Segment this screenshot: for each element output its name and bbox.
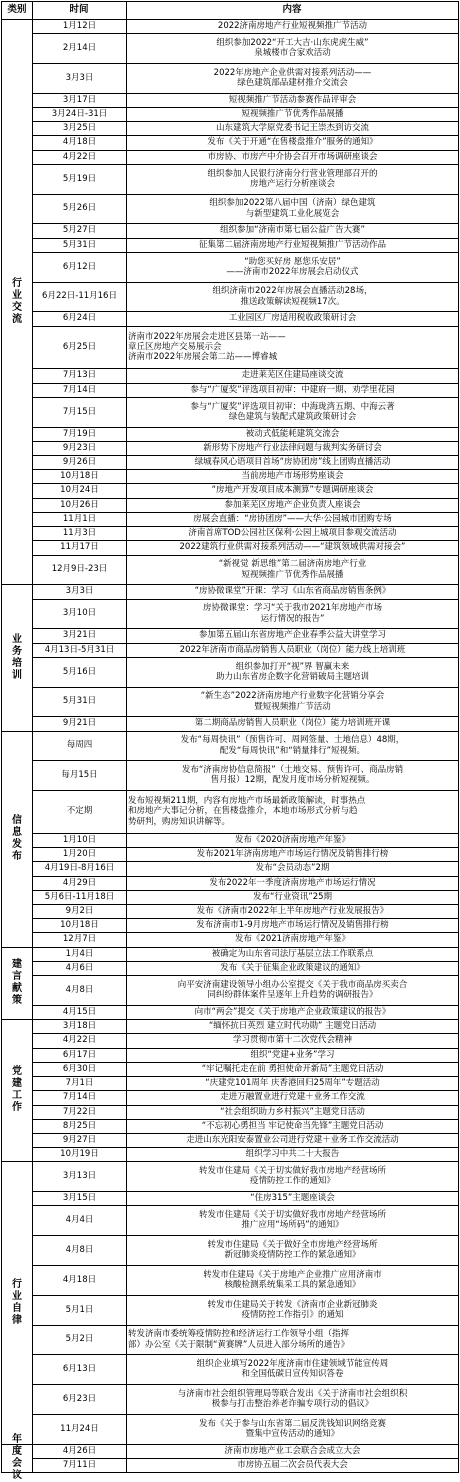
row-content: 向平安济南建设领导小组办公室提交《关于我市商品房买卖合 同纠纷群体案件呈逐年上升趋势的调研报告》 xyxy=(177,979,408,1000)
section-label: 党建工作 xyxy=(12,1066,22,1113)
row-content: 发布“济南房协信息简报”（土地交易、预售许可、商品房销 售月报）12期，配发月度市场分析短视频。 xyxy=(181,764,404,785)
row-content: 转发市住建局关于转发《济南市企业新冠肺炎 疫情防控工作指引》的通知 xyxy=(207,1299,378,1320)
row-time: 3月13日 xyxy=(62,1170,97,1181)
row-content: 2022年济南市商品房销售人员职业（岗位）能力线上培训班 xyxy=(179,644,406,655)
row-content: 参与“广厦奖”评选项目初审：中建府一期、劝学里花园 xyxy=(190,384,395,395)
row-content: “新视觉 新思维”第二届济南房地产行业 短视频推广节优秀作品展播 xyxy=(218,559,367,580)
row-content: 发布《济南市2022年上半年房地产行业发展报告》 xyxy=(196,905,389,916)
row-time: 5月31日 xyxy=(62,696,97,707)
row-time: 7月19日 xyxy=(62,428,97,439)
row-time: 不定期 xyxy=(66,806,93,817)
row-content: 组织学习中共二十大报告 xyxy=(245,1148,340,1159)
row-content: 发布《2021济南房地产年鉴》 xyxy=(234,934,351,945)
row-time: 7月22日 xyxy=(62,1106,97,1117)
row-content: 第二期商品房销售人员职业（岗位）能力培训班开课 xyxy=(194,718,391,729)
row-time: 4月15日 xyxy=(62,1006,97,1017)
header-content: 内容 xyxy=(282,4,302,16)
row-content: 发布“会员动态”2期 xyxy=(255,863,330,874)
row-content: “牢记嘱托走在前 勇担使命开新局”主题党日活动 xyxy=(201,1063,384,1074)
row-content: 转发市住建局《关于切实做好我市房地产经营场所 疫情防控工作的通知》 xyxy=(198,1165,386,1186)
row-content: 转发市住建局《关于切实做好我市房地产经营场所 推广应用“场所码”的通知》 xyxy=(198,1209,386,1230)
row-time: 1月10日 xyxy=(62,834,97,845)
row-content: 参加莱芜区房地产企业负责人座谈会 xyxy=(224,499,361,510)
section-label: 年度会议 xyxy=(12,1434,22,1481)
row-content: 征集第二届济南房地产行业短视频推广节活动作品 xyxy=(198,239,386,250)
row-time: 5月27日 xyxy=(62,225,97,236)
row-time: 3月3日 xyxy=(65,586,94,597)
row-content: “社会组织助力乡村振兴”主题党日活动 xyxy=(220,1106,365,1117)
row-content: 房协微课堂：学习“关于我市2021年房地产市场 运行情况的报告” xyxy=(202,603,383,624)
row-content: 山东建筑大学原党委书记王崇杰到访交流 xyxy=(215,122,369,133)
section-label: 建言献策 xyxy=(12,959,22,1006)
row-time: 6月23日 xyxy=(62,1393,97,1404)
row-content: 发布短视频211期，内容有房地产市场最新政策解读，时事热点 和房地产大事记分析，在售楼盘推介，本地市场形式分析与趋 势研判，购房知识讲解等。 xyxy=(128,796,366,827)
row-time: 10月24日 xyxy=(60,485,99,496)
annual-events-table xyxy=(1,1,459,1481)
row-content: 济南市房地产业工会联合会成立大会 xyxy=(224,1445,361,1456)
row-time: 7月13日 xyxy=(62,370,97,381)
row-content: 发布2021年济南房地产市场运行情况及销售排行榜 xyxy=(196,848,389,859)
row-time: 7月14日 xyxy=(62,384,97,395)
row-time: 6月17日 xyxy=(62,1049,97,1060)
row-time: 9月23日 xyxy=(62,442,97,453)
row-time: 6月30日 xyxy=(62,1063,97,1074)
row-content: 绿城春风心语项目首场“房协团房”线上团购直播活动 xyxy=(194,456,391,467)
row-time: 4月29日 xyxy=(62,877,97,888)
row-time: 4月8日 xyxy=(65,984,94,995)
row-content: 新形势下房地产行业法律问题与裁判实务研讨会 xyxy=(203,442,382,453)
row-time: 6月13日 xyxy=(62,1363,97,1374)
row-content: 组织企业填写2022年度济南市住建领域节能宣传周 和全国低碳日宣传知识答卷 xyxy=(196,1358,389,1379)
row-time: 4月19日-8月16日 xyxy=(44,863,115,874)
row-time: 8月25日 xyxy=(62,1120,97,1131)
row-content: 组织参加2022“开工大吉·山东虎虎生威” 泉城楼市合家欢活动 xyxy=(216,37,369,58)
row-content: 2022济南房地产行业短视频推广节活动 xyxy=(217,20,368,31)
row-time: 5月19日 xyxy=(62,173,97,184)
row-time: 7月1日 xyxy=(65,1077,94,1088)
row-content: 发布《2020济南房地产年鉴》 xyxy=(234,834,351,845)
row-content: “新生态”2022济南房地产行业数字化营销分享会 暨短视频推广节活动 xyxy=(200,691,385,712)
row-content: 组织参加“济南市第七届公益广告大赛” xyxy=(220,225,365,236)
row-time: 6月24日 xyxy=(62,313,97,324)
row-time: 5月31日 xyxy=(62,239,97,250)
row-time: 10月18日 xyxy=(60,919,99,930)
row-time: 3月24日-31日 xyxy=(51,108,108,119)
row-time: 3月10日 xyxy=(62,608,97,619)
row-time: 10月19日 xyxy=(60,1148,99,1159)
row-content: 房展会直播：“房协团房”——大华·公园城市团购专场 xyxy=(193,513,392,524)
row-time: 1月4日 xyxy=(65,948,94,959)
row-time: 3月17日 xyxy=(62,94,97,105)
row-time: 4月18日 xyxy=(62,1274,97,1285)
row-content: 走进山东光阳安泰置业公司进行党建＋业务工作交流活动 xyxy=(186,1134,399,1145)
row-content: 组织参加人民银行济南分行营业管理部召开的 房地产运行分析座谈会 xyxy=(207,168,378,189)
row-time: 5月2日 xyxy=(65,1334,94,1345)
row-content: 组织济南市2022年房展会直播活动28场， 推送政策解读短视频17次。 xyxy=(212,286,373,307)
row-content: 短视频推广节活动参赛作品评审会 xyxy=(228,94,357,105)
row-content: 发布《关于参与山东省第二届反洗钱知识网络竞赛 暨集中宣传活动的通知》 xyxy=(198,1418,386,1439)
row-time: 12月9日-23日 xyxy=(51,564,108,575)
row-content: 被确定为山东省司法厅基层立法工作联系点 xyxy=(211,948,374,959)
section-label: 业务培训 xyxy=(12,633,22,681)
row-content: 发布“行业资讯”25期 xyxy=(252,891,333,902)
row-content: “助您买好房 愿您乐安居” ——济南市2022年房展会启动仪式 xyxy=(226,256,359,277)
row-time: 4月22日 xyxy=(62,151,97,162)
row-time: 每周四 xyxy=(66,740,93,751)
row-content: 发布“每周快讯”（预售许可、周网签量、土地信息）48期， 配发“每周快讯”和“销量排行”短视频。 xyxy=(180,735,405,756)
row-content: 学习贯彻市第十二次党代会精神 xyxy=(232,1035,352,1046)
row-content: “住房315”主题座谈会 xyxy=(250,1192,335,1203)
row-content: 参与“广厦奖”评选项目初审：中海珑湾五期、中海云著 绿色建筑与装配式建筑政策研讨会 xyxy=(190,401,395,422)
row-time: 4月6日 xyxy=(65,962,94,973)
row-time: 11月3日 xyxy=(62,527,97,538)
row-time: 9月21日 xyxy=(62,718,97,729)
row-time: 7月14日 xyxy=(62,1092,97,1103)
row-time: 10月18日 xyxy=(60,470,99,481)
row-time: 4月8日 xyxy=(65,1244,94,1255)
row-content: 发布《关于征集企业政策建议的通知》 xyxy=(220,962,365,973)
row-content: “不忘初心勇担当 牢记使命当先锋”主题党日活动 xyxy=(201,1120,384,1131)
row-time: 9月27日 xyxy=(62,1134,97,1145)
row-content: 发布济南市1-9月房地产市场运行情况及销售排行榜 xyxy=(196,919,389,930)
row-content: 组织参加打开“视”界 智赢未来 助力山东省房企数字化营销破局主题培训 xyxy=(215,661,369,682)
row-content: “缅怀抗日英烈 建立时代功勋” 主题党日活动 xyxy=(208,1020,377,1031)
row-time: 9月26日 xyxy=(62,456,97,467)
row-time: 11月24日 xyxy=(60,1423,99,1434)
header-category: 类别 xyxy=(7,4,27,16)
row-time: 7月11日 xyxy=(62,1459,97,1470)
row-time: 每月15日 xyxy=(61,769,98,780)
row-time: 10月26日 xyxy=(60,499,99,510)
row-content: 市房协五届二次会员代表大会 xyxy=(237,1459,348,1470)
row-time: 1月20日 xyxy=(62,848,97,859)
header-time: 时间 xyxy=(69,4,89,16)
row-content: “庆建党101周年 庆香港回归25周年”专题活动 xyxy=(205,1077,380,1088)
row-time: 11月17日 xyxy=(60,542,99,553)
row-content: 转发市住建局《关于做好全市房地产经营场所 新冠肺炎疫情防控工作的紧急通知》 xyxy=(207,1239,378,1260)
row-content: 济南首席TOD公园社区保利·公园上城项目参观交流活动 xyxy=(188,527,397,538)
row-time: 4月4日 xyxy=(65,1214,94,1225)
row-content: 组织“党建+业务”学习 xyxy=(250,1049,335,1060)
row-content: 发布《关于开通“在售楼盘推介”服务的通知》 xyxy=(207,137,378,148)
row-content: 2022年房地产企业供需对接系列活动—— 绿色建筑部品建材推介交流会 xyxy=(213,67,372,88)
row-content: “房地产开发项目成本测算”专题调研座谈会 xyxy=(211,485,374,496)
row-time: 9月2日 xyxy=(65,905,94,916)
row-content: 发布2022年一季度济南房地产市场运行情况 xyxy=(209,877,376,888)
row-time: 3月21日 xyxy=(62,630,97,641)
row-content: 转发济南市委统筹疫情防控和经济运行工作领导小组（指挥 部）办公室《关于限制“黄赛牌”人员进入部分场所的通告》 xyxy=(128,1329,350,1350)
row-content: 向市“两会”提交《关于房地产企业政策建议的报告》 xyxy=(194,1006,391,1017)
row-content: 走进莱芜区住建局座谈交流 xyxy=(241,370,344,381)
row-content: 被动式低能耗建筑交流会 xyxy=(245,428,340,439)
row-content: 参加第五届山东省房地产企业春季公益大讲堂学习 xyxy=(198,630,386,641)
section-label: 信息发布 xyxy=(12,815,22,862)
section-label: 行业交流 xyxy=(12,277,22,325)
row-content: 组织参加2022第八届中国（济南）绿色建筑 与新型建筑工业化展览会 xyxy=(209,198,376,219)
row-time: 4月22日 xyxy=(62,1035,97,1046)
grid-line xyxy=(2,1472,458,1473)
row-content: 2022建筑行业供需对接系列活动——“建筑领域供需对接会” xyxy=(179,542,406,553)
row-content: 当前房地产市场形势座谈会 xyxy=(241,470,344,481)
row-time: 2月14日 xyxy=(62,42,97,53)
row-content: “房协微课堂”开课：学习《山东省商品房销售条例》 xyxy=(194,586,391,597)
row-time: 5月16日 xyxy=(62,666,97,677)
row-time: 12月7日 xyxy=(62,934,97,945)
row-time: 5月6日-11月18日 xyxy=(44,891,115,902)
row-time: 6月25日 xyxy=(62,341,97,352)
row-time: 4月13日-5月31日 xyxy=(44,644,115,655)
row-time: 3月25日 xyxy=(62,122,97,133)
row-time: 6月22日-11月16日 xyxy=(42,291,117,302)
row-time: 5月1日 xyxy=(65,1304,94,1315)
row-time: 6月12日 xyxy=(62,261,97,272)
row-time: 1月12日 xyxy=(62,20,97,31)
row-content: 市房协、市房产中介协会召开市场调研座谈会 xyxy=(207,151,378,162)
row-time: 3月3日 xyxy=(65,72,94,83)
section-label: 行业自律 xyxy=(12,1278,22,1326)
row-content: 走进万融置业进行党建＋业务工作交流 xyxy=(220,1092,365,1103)
row-time: 3月18日 xyxy=(62,1020,97,1031)
row-content: 转发市住建局《关于房地产企业推广应用济南市 核酸检测系统集采工具的紧急通知》 xyxy=(203,1269,382,1290)
row-time: 4月26日 xyxy=(62,1445,97,1456)
row-time: 11月1日 xyxy=(62,513,97,524)
row-content: 与济南市社会组织管理局等联合发出《关于济南市社会组织积 极参与打击整治养老诈骗专项行动的倡议》 xyxy=(177,1388,408,1409)
row-content: 工业园区厂房适用税收政策研讨会 xyxy=(228,313,357,324)
row-time: 5月26日 xyxy=(62,203,97,214)
row-time: 3月15日 xyxy=(62,1192,97,1203)
row-content: 济南市2022年房展会走进区县第一站—— 章丘区房地产交易展示会 济南市2022年房展会第二站——博睿城 xyxy=(128,331,286,363)
row-content: 短视频推广节优秀作品展播 xyxy=(241,108,344,119)
row-time: 7月15日 xyxy=(62,406,97,417)
row-time: 4月18日 xyxy=(62,137,97,148)
